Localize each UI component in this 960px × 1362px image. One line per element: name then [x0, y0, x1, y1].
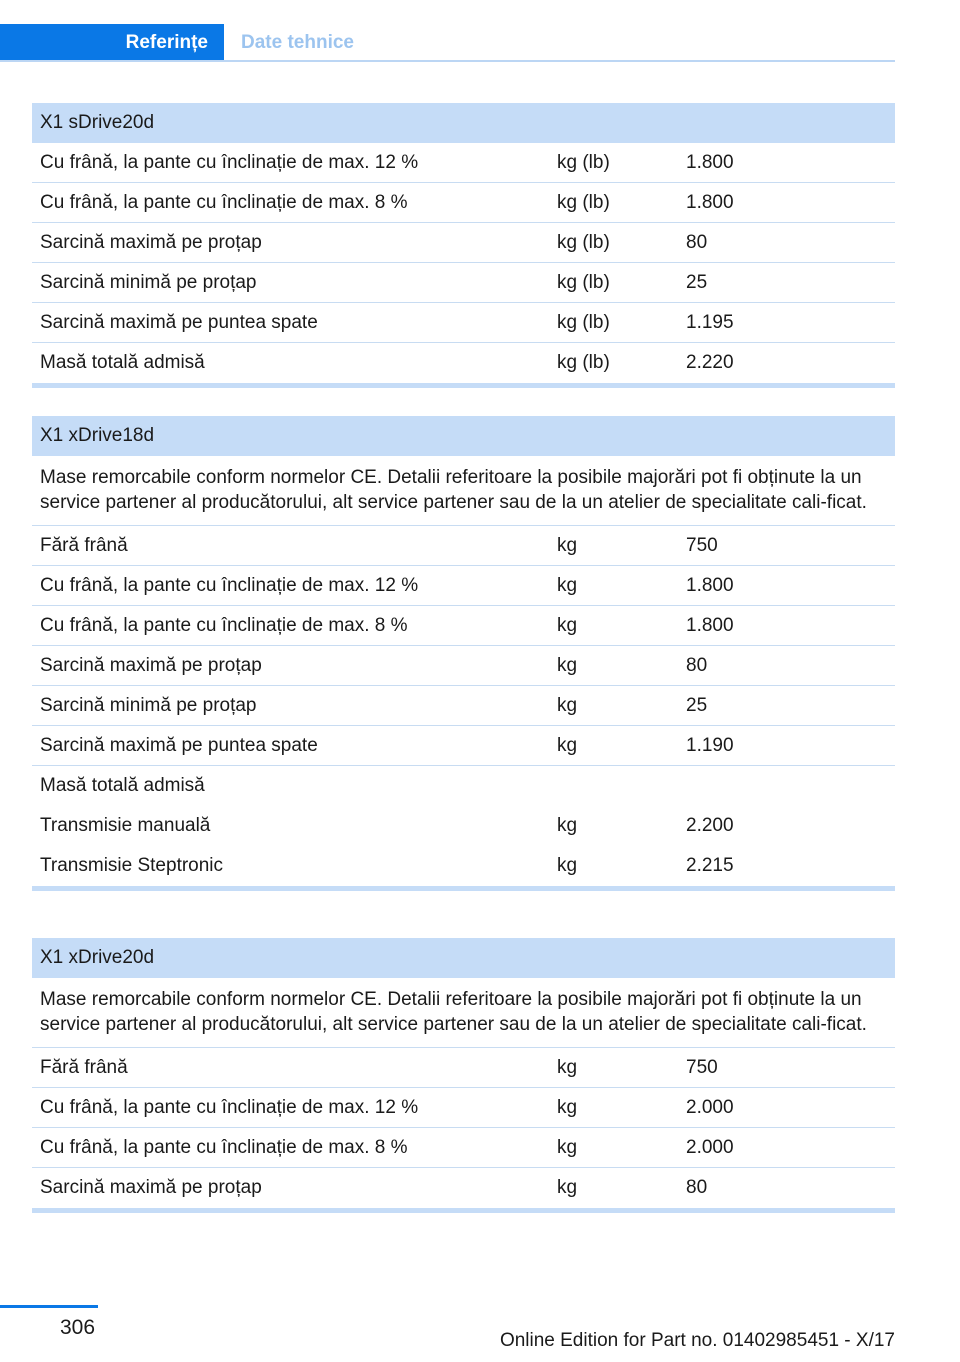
footer-accent-line: [0, 1305, 98, 1308]
table-row: [32, 1168, 895, 1208]
row-value: 750: [686, 1056, 718, 1078]
row-label: Sarcină minimă pe proțap: [40, 271, 257, 293]
row-unit: kg: [557, 1177, 578, 1198]
row-unit: kg: [557, 694, 578, 716]
row-unit: kg: [557, 815, 578, 836]
table-sdrive20d: [32, 103, 895, 388]
row-label: Sarcină maximă pe proțap: [40, 1177, 262, 1198]
row-value: 80: [686, 231, 708, 253]
table-row: [32, 806, 895, 846]
row-value: 2.220: [686, 352, 734, 373]
table-end-bar: [32, 383, 895, 388]
row-label: Cu frână, la pante cu înclinație de max. 8 %: [40, 614, 408, 636]
row-value: 1.195: [686, 311, 734, 333]
page-number: 306: [60, 1316, 96, 1339]
row-unit: kg: [557, 1136, 578, 1158]
row-label: Cu frână, la pante cu înclinație de max. 12 %: [40, 1096, 419, 1118]
table-row: [32, 606, 895, 646]
table-row: [32, 686, 895, 726]
table-end-bar: [32, 886, 895, 891]
row-unit: kg (lb): [557, 271, 610, 293]
row-unit: kg: [557, 654, 578, 676]
row-value: 80: [686, 1177, 708, 1198]
row-label: Cu frână, la pante cu înclinație de max. 12 %: [40, 574, 419, 596]
row-value: 1.800: [686, 574, 734, 596]
row-label: Sarcină minimă pe proțap: [40, 694, 257, 716]
row-value: 2.215: [686, 855, 734, 876]
row-value: 1.800: [686, 614, 734, 636]
row-label: Fără frână: [40, 534, 128, 556]
table-header: X1 sDrive20d: [32, 103, 895, 143]
row-unit: kg (lb): [557, 151, 610, 173]
row-label: Masă totală admisă: [40, 775, 205, 796]
row-label: Masă totală admisă: [40, 352, 205, 373]
row-unit: kg: [557, 855, 578, 876]
table-row: [32, 1088, 895, 1128]
row-unit: kg (lb): [557, 191, 610, 213]
row-unit: kg: [557, 734, 578, 756]
row-value: 750: [686, 534, 718, 556]
table-row: [32, 143, 895, 183]
table-row: [32, 303, 895, 343]
table-xdrive20d: [32, 938, 895, 1213]
table-header: X1 xDrive20d: [32, 938, 895, 978]
row-unit: kg: [557, 1056, 578, 1078]
row-value: 2.000: [686, 1136, 734, 1158]
table-row: [32, 1128, 895, 1168]
row-label: Sarcină maximă pe proțap: [40, 654, 262, 676]
row-value: 80: [686, 654, 708, 676]
table-row: [32, 846, 895, 886]
table-xdrive18d: [32, 416, 895, 891]
header-tabs: [0, 24, 895, 62]
table-note: Mase remorcabile conform normelor CE. Detalii referitoare la posibile majorări pot fi obținute la un service partener al producătorului, alt service partener sau de la un atelier de specialitate cali‐ficat.: [32, 978, 895, 1048]
table-row: [32, 183, 895, 223]
row-value: 2.200: [686, 815, 734, 836]
tab-date-tehnice-label: Date tehnice: [241, 32, 354, 53]
table-row: [32, 1048, 895, 1088]
row-value: 2.000: [686, 1096, 734, 1118]
row-label: Cu frână, la pante cu înclinație de max. 12 %: [40, 151, 419, 173]
row-value: 25: [686, 271, 708, 293]
row-unit: kg (lb): [557, 352, 610, 373]
row-label: Sarcină maximă pe puntea spate: [40, 734, 318, 756]
table-row: [32, 566, 895, 606]
table-row: [32, 766, 895, 806]
row-label: Cu frână, la pante cu înclinație de max. 8 %: [40, 191, 408, 213]
row-label: Fără frână: [40, 1056, 128, 1078]
row-label: Cu frână, la pante cu înclinație de max. 8 %: [40, 1136, 408, 1158]
table-header: X1 xDrive18d: [32, 416, 895, 456]
row-label: Sarcină maximă pe puntea spate: [40, 311, 318, 333]
table-row: [32, 726, 895, 766]
table-row: [32, 526, 895, 566]
row-value: 1.800: [686, 191, 734, 213]
tab-date-tehnice[interactable]: [241, 24, 354, 62]
table-row: [32, 223, 895, 263]
tabs-underline: [0, 60, 895, 62]
row-label: Sarcină maximă pe proțap: [40, 231, 262, 253]
table-row: [32, 263, 895, 303]
row-value: 1.800: [686, 151, 734, 173]
row-unit: kg (lb): [557, 311, 610, 333]
row-unit: kg: [557, 574, 578, 596]
row-unit: kg: [557, 534, 578, 556]
table-note: Mase remorcabile conform normelor CE. Detalii referitoare la posibile majorări pot fi obținute la un service partener al producătorului, alt service partener sau de la un atelier de specialitate cali‐ficat.: [32, 456, 895, 526]
tab-referinte-label: Referințe: [125, 32, 208, 53]
table-row: [32, 343, 895, 383]
row-value: 25: [686, 694, 708, 716]
table-row: [32, 646, 895, 686]
edition-text: Online Edition for Part no. 01402985451 - X/17: [499, 1330, 895, 1351]
tab-referinte[interactable]: [0, 24, 224, 62]
row-label: Transmisie Steptronic: [40, 855, 224, 876]
row-unit: kg: [557, 1096, 578, 1118]
table-end-bar: [32, 1208, 895, 1213]
row-value: 1.190: [686, 734, 734, 756]
row-unit: kg (lb): [557, 231, 610, 253]
row-label: Transmisie manuală: [40, 815, 211, 836]
row-unit: kg: [557, 614, 578, 636]
